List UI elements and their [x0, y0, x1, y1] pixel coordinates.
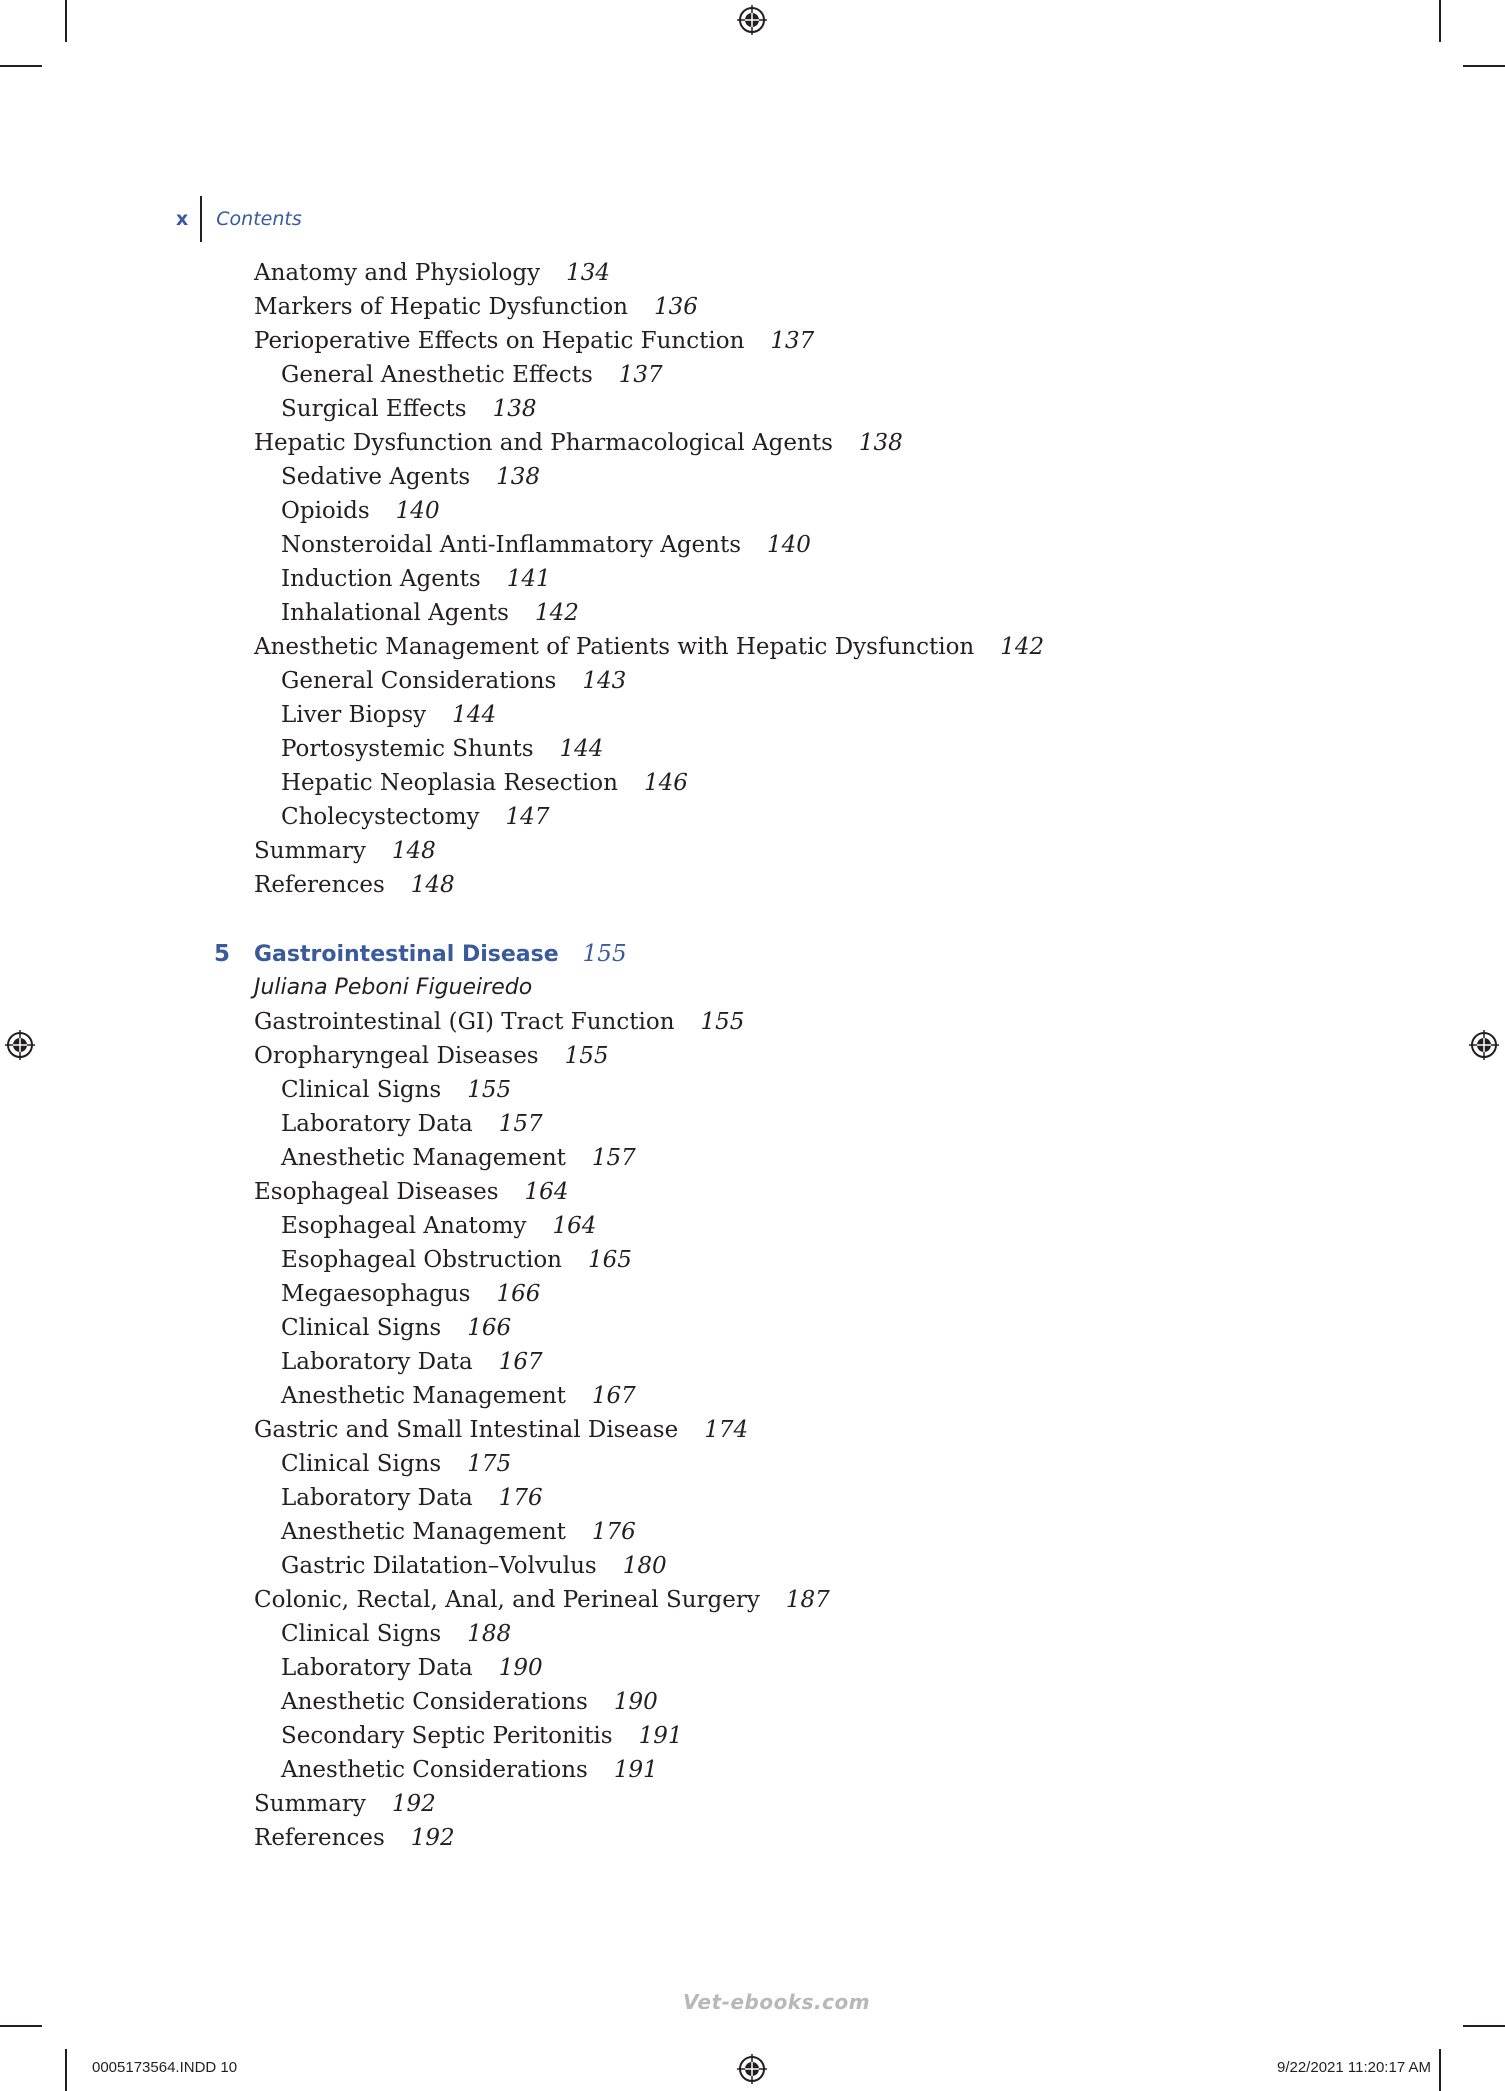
toc-entry-title: Esophageal Anatomy: [281, 1213, 527, 1239]
toc-entry[interactable]: [254, 1753, 1254, 1787]
crop-mark-top-left-h: [0, 65, 42, 67]
toc-entry[interactable]: [254, 1821, 1254, 1855]
toc-entry[interactable]: [254, 1005, 1254, 1039]
toc-entry[interactable]: [254, 1719, 1254, 1753]
crop-mark-top-right: [1439, 0, 1441, 42]
toc-entry-title: Summary: [254, 1791, 366, 1817]
toc-entry[interactable]: [254, 1311, 1254, 1345]
slug-file-info: 0005173564.INDD 10: [92, 2059, 238, 2076]
toc-entry-title: Nonsteroidal Anti-Inflammatory Agents: [281, 532, 742, 558]
toc-entry-page: 146: [643, 770, 688, 796]
toc-entry-title: References: [254, 1825, 385, 1851]
toc-entry[interactable]: [254, 1787, 1254, 1821]
toc-entry-page: 187: [785, 1587, 830, 1613]
toc-entry-page: 166: [467, 1315, 512, 1341]
running-header: [176, 196, 302, 242]
toc-entry-page: 175: [467, 1451, 512, 1477]
toc-entry-page: 165: [587, 1247, 632, 1273]
crop-mark-bottom-left-h: [0, 2025, 42, 2027]
page-folio: x: [176, 208, 189, 230]
toc-entry[interactable]: [254, 562, 1254, 596]
toc-entry[interactable]: [254, 1107, 1254, 1141]
toc-entry-page: 143: [582, 668, 627, 694]
toc-entry-title: Laboratory Data: [281, 1655, 473, 1681]
toc-entry-page: 144: [452, 702, 497, 728]
header-divider: [200, 196, 202, 242]
toc-entry[interactable]: [254, 1685, 1254, 1719]
toc-entry-page: 137: [618, 362, 663, 388]
toc-entry[interactable]: [254, 1617, 1254, 1651]
toc-entry[interactable]: [254, 290, 1254, 324]
toc-entry-page: 174: [704, 1417, 749, 1443]
toc-entry[interactable]: [254, 494, 1254, 528]
toc-entry-title: Perioperative Effects on Hepatic Function: [254, 328, 745, 354]
toc-entry-title: Hepatic Neoplasia Resection: [281, 770, 618, 796]
toc-entry[interactable]: [254, 1209, 1254, 1243]
toc-entry-page: 176: [498, 1485, 543, 1511]
table-of-contents: [214, 256, 1254, 1855]
toc-entry-page: 140: [767, 532, 811, 558]
toc-entry-title: Anesthetic Considerations: [281, 1689, 588, 1715]
toc-entry[interactable]: [254, 358, 1254, 392]
toc-entry[interactable]: [254, 1175, 1254, 1209]
toc-entry-title: Laboratory Data: [281, 1349, 473, 1375]
crop-mark-bottom-right: [1439, 2049, 1441, 2091]
running-title: Contents: [216, 208, 302, 230]
toc-section-previous-chapter: [254, 256, 1254, 902]
toc-entry-page: 167: [591, 1383, 636, 1409]
toc-entry-title: Summary: [254, 838, 366, 864]
toc-entry-title: Oropharyngeal Diseases: [254, 1043, 539, 1069]
toc-entry[interactable]: [254, 460, 1254, 494]
toc-entry[interactable]: [254, 392, 1254, 426]
toc-entry-page: 190: [613, 1689, 658, 1715]
toc-entry-page: 137: [770, 328, 815, 354]
toc-entry[interactable]: [254, 1379, 1254, 1413]
crop-mark-top-left: [65, 0, 67, 42]
toc-entry[interactable]: [254, 698, 1254, 732]
toc-entry-page: 164: [552, 1213, 597, 1239]
toc-entry-title: Gastrointestinal (GI) Tract Function: [254, 1009, 675, 1035]
toc-entry-title: Anesthetic Management of Patients with Hepatic Dysfunction: [254, 634, 975, 660]
toc-entry[interactable]: [254, 528, 1254, 562]
toc-entry-page: 142: [534, 600, 579, 626]
toc-entry-title: Induction Agents: [281, 566, 481, 592]
toc-entry-title: Opioids: [281, 498, 370, 524]
toc-entry-title: Portosystemic Shunts: [281, 736, 534, 762]
toc-entry[interactable]: [254, 1447, 1254, 1481]
toc-entry-title: References: [254, 872, 385, 898]
toc-entry-page: 191: [613, 1757, 658, 1783]
toc-entry-title: Liver Biopsy: [281, 702, 427, 728]
toc-entry[interactable]: [254, 732, 1254, 766]
toc-entry[interactable]: [254, 1515, 1254, 1549]
toc-entry-title: Sedative Agents: [281, 464, 471, 490]
registration-mark-bottom-icon: [737, 2054, 767, 2084]
toc-entry[interactable]: [254, 834, 1254, 868]
toc-entry-page: 134: [566, 260, 611, 286]
toc-entry[interactable]: [254, 1141, 1254, 1175]
toc-entry-page: 190: [498, 1655, 543, 1681]
toc-entry[interactable]: [254, 324, 1254, 358]
toc-entry-page: 191: [638, 1723, 683, 1749]
toc-entry[interactable]: [254, 630, 1254, 664]
chapter-number: 5: [214, 941, 231, 967]
toc-entry[interactable]: [254, 1243, 1254, 1277]
chapter-heading[interactable]: [214, 937, 1254, 971]
toc-entry-title: Hepatic Dysfunction and Pharmacological Agents: [254, 430, 833, 456]
toc-entry[interactable]: [254, 256, 1254, 290]
toc-entry-title: Anatomy and Physiology: [254, 260, 541, 286]
toc-entry-page: 176: [591, 1519, 636, 1545]
toc-entry-page: 138: [496, 464, 541, 490]
toc-entry-page: 164: [524, 1179, 569, 1205]
toc-entry[interactable]: [254, 664, 1254, 698]
toc-entry[interactable]: [254, 1651, 1254, 1685]
toc-entry[interactable]: [254, 426, 1254, 460]
chapter-page-number: 155: [582, 941, 627, 967]
toc-entry[interactable]: [254, 766, 1254, 800]
toc-entry-page: 138: [492, 396, 537, 422]
toc-entry-title: Cholecystectomy: [281, 804, 480, 830]
toc-entry-title: Colonic, Rectal, Anal, and Perineal Surgery: [254, 1587, 760, 1613]
toc-entry-title: Anesthetic Management: [281, 1145, 566, 1171]
toc-entry-title: General Considerations: [281, 668, 557, 694]
toc-entry[interactable]: [254, 1549, 1254, 1583]
toc-entry[interactable]: [254, 1345, 1254, 1379]
toc-entry-title: Surgical Effects: [281, 396, 467, 422]
chapter-title: Gastrointestinal Disease: [254, 942, 559, 967]
toc-entry-page: 148: [410, 872, 455, 898]
toc-entry[interactable]: [254, 1277, 1254, 1311]
toc-entry-page: 142: [1000, 634, 1045, 660]
toc-entry-page: 188: [467, 1621, 512, 1647]
registration-mark-left-icon: [5, 1030, 35, 1060]
toc-entry-title: Anesthetic Management: [281, 1519, 566, 1545]
toc-entry-title: Laboratory Data: [281, 1485, 473, 1511]
toc-entry-page: 192: [410, 1825, 455, 1851]
watermark-logo: Vet-ebooks.com: [683, 1990, 871, 2014]
toc-entry-title: Clinical Signs: [281, 1621, 442, 1647]
toc-entry-title: Anesthetic Considerations: [281, 1757, 588, 1783]
toc-entry-title: Clinical Signs: [281, 1315, 442, 1341]
toc-entry-title: General Anesthetic Effects: [281, 362, 593, 388]
toc-entry[interactable]: [254, 1039, 1254, 1073]
toc-entry-page: 138: [858, 430, 903, 456]
toc-entry-page: 147: [505, 804, 550, 830]
toc-entry-title: Markers of Hepatic Dysfunction: [254, 294, 628, 320]
toc-entry-page: 157: [498, 1111, 543, 1137]
toc-entry-page: 192: [391, 1791, 436, 1817]
toc-entry-page: 180: [622, 1553, 667, 1579]
toc-entry-page: 155: [467, 1077, 512, 1103]
toc-entry-page: 155: [564, 1043, 609, 1069]
toc-section-chapter-5: [254, 1005, 1254, 1855]
toc-entry-title: Gastric Dilatation–Volvulus: [281, 1553, 597, 1579]
toc-entry-title: Inhalational Agents: [281, 600, 509, 626]
toc-entry[interactable]: [254, 1583, 1254, 1617]
toc-entry-page: 155: [700, 1009, 745, 1035]
toc-entry[interactable]: [254, 800, 1254, 834]
toc-entry-page: 148: [391, 838, 436, 864]
registration-mark-right-icon: [1469, 1030, 1499, 1060]
toc-entry-title: Megaesophagus: [281, 1281, 471, 1307]
chapter-author: Juliana Peboni Figueiredo: [254, 975, 533, 1000]
toc-entry-page: 167: [498, 1349, 543, 1375]
toc-entry[interactable]: [254, 596, 1254, 630]
toc-entry-page: 141: [506, 566, 551, 592]
crop-mark-top-right-h: [1463, 65, 1505, 67]
toc-entry-title: Esophageal Diseases: [254, 1179, 499, 1205]
crop-mark-bottom-right-h: [1463, 2025, 1505, 2027]
toc-entry-title: Clinical Signs: [281, 1451, 442, 1477]
toc-entry-page: 166: [496, 1281, 541, 1307]
toc-entry-title: Laboratory Data: [281, 1111, 473, 1137]
crop-mark-bottom-left: [65, 2049, 67, 2091]
toc-entry-page: 136: [654, 294, 698, 320]
toc-entry[interactable]: [254, 1481, 1254, 1515]
toc-entry-title: Clinical Signs: [281, 1077, 442, 1103]
toc-entry-page: 140: [395, 498, 440, 524]
slug-timestamp: 9/22/2021 11:20:17 AM: [1276, 2059, 1431, 2076]
toc-entry[interactable]: [254, 868, 1254, 902]
registration-mark-top-icon: [737, 5, 767, 35]
toc-entry-page: 157: [591, 1145, 636, 1171]
toc-entry[interactable]: [254, 1073, 1254, 1107]
toc-entry-page: 144: [559, 736, 604, 762]
toc-entry-title: Anesthetic Management: [281, 1383, 566, 1409]
chapter-gap: [254, 902, 1254, 937]
toc-entry-title: Esophageal Obstruction: [281, 1247, 562, 1273]
toc-entry[interactable]: [254, 1413, 1254, 1447]
toc-entry-title: Gastric and Small Intestinal Disease: [254, 1417, 679, 1443]
toc-entry-title: Secondary Septic Peritonitis: [281, 1723, 613, 1749]
